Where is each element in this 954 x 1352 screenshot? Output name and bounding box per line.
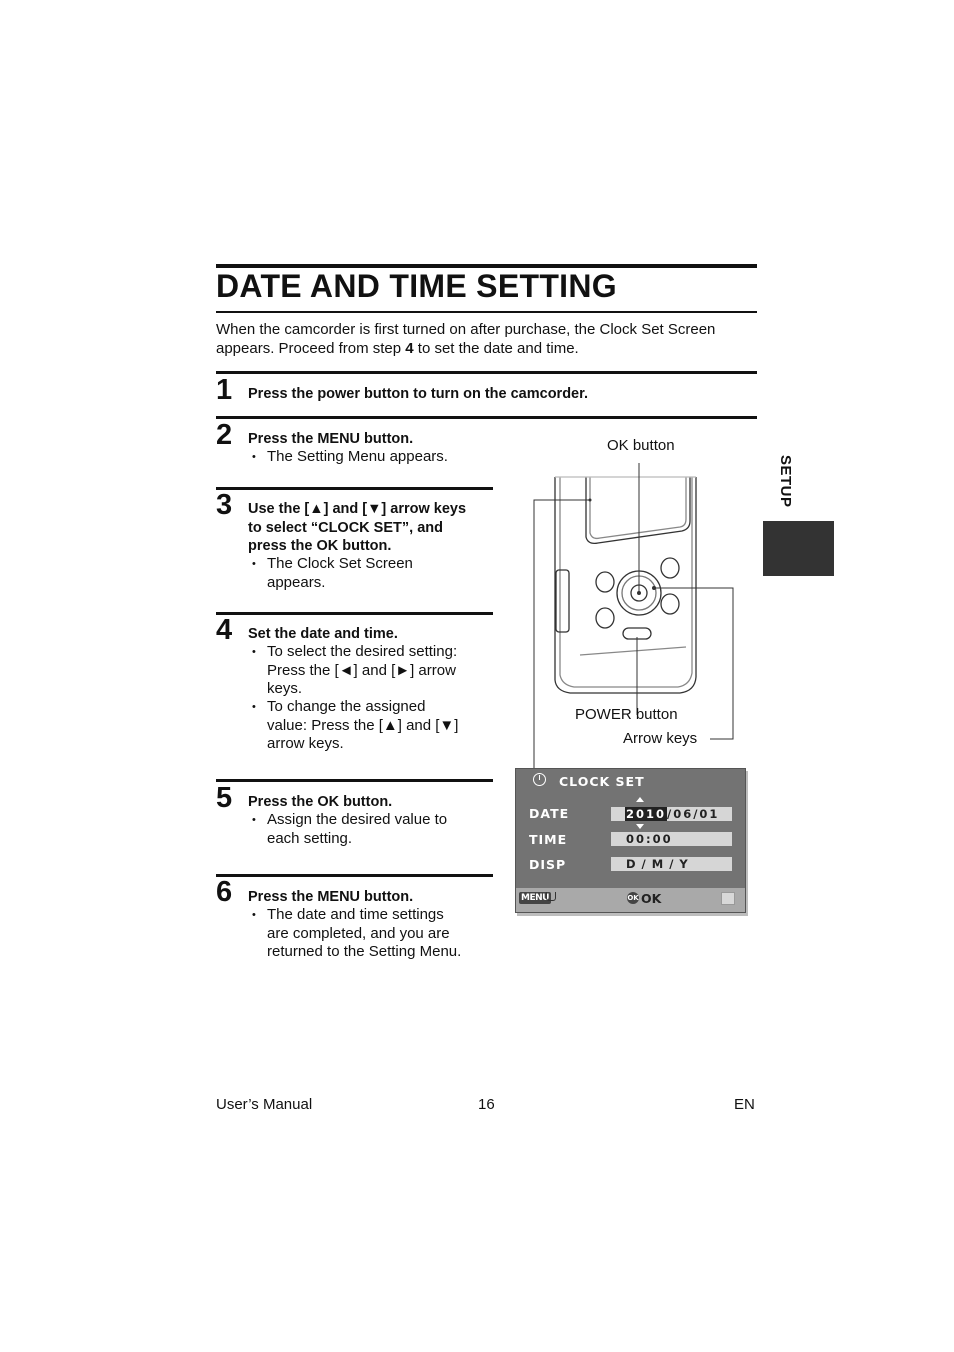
step-4-rule	[216, 612, 493, 615]
step-1-number: 1	[216, 374, 233, 406]
page-number: 16	[478, 1096, 495, 1113]
ok-label: OK	[641, 891, 662, 906]
step-5-title: Press the OK button.	[248, 794, 393, 810]
intro-paragraph: When the camcorder is first turned on after purchase, the Clock Set Screen appears. Proceed from step 4 to set the date and time.	[216, 321, 716, 357]
step-3-rule	[216, 487, 493, 490]
up-arrow-icon	[636, 797, 644, 802]
step-6-bullet	[248, 906, 461, 962]
bullet-line: • The date and time settings	[267, 906, 444, 923]
disp-label: DISP	[529, 857, 567, 872]
screen-bottom-bar	[516, 888, 745, 912]
page-title: DATE AND TIME SETTING	[216, 268, 617, 304]
disp-field[interactable]: D / M / Y	[611, 857, 732, 871]
bullet-line: arrow keys.	[267, 735, 344, 752]
step-3-number: 3	[216, 489, 233, 521]
step-6-rule	[216, 874, 493, 877]
footer-manual-label: User’s Manual	[216, 1096, 313, 1113]
bullet-line: value: Press the [▲] and [▼]	[267, 716, 459, 734]
step-3-title-line: press the OK button.	[248, 538, 392, 554]
time-field[interactable]: 00:00	[611, 832, 732, 846]
bullet-line: appears.	[267, 573, 326, 591]
step-2-rule	[216, 416, 757, 419]
step-5-number: 5	[216, 782, 233, 814]
bullet-line: keys.	[267, 680, 303, 697]
power-button-callout: POWER button	[575, 706, 678, 723]
date-label: DATE	[529, 806, 570, 821]
step-6-title: Press the MENU button.	[248, 889, 414, 905]
step-4-bullet	[248, 698, 458, 754]
bullet-line: Press the [◄] and [►] arrow	[267, 661, 456, 679]
step-1-title: Press the power button to turn on the camcorder.	[248, 386, 588, 402]
ok-button-callout: OK button	[607, 437, 675, 454]
step-5-rule	[216, 779, 493, 782]
time-label: TIME	[529, 832, 568, 847]
footer-language: EN	[734, 1096, 755, 1113]
bullet-line: • The Clock Set Screen	[267, 555, 413, 572]
bullet-line: are completed, and you are	[267, 924, 450, 942]
date-field[interactable]	[611, 807, 732, 821]
step-3-bullet	[248, 555, 413, 592]
menu-icon: MENU	[521, 893, 549, 903]
arrow-keys-callout: Arrow keys	[623, 730, 698, 747]
step-3-title-line: to select “CLOCK SET”, and	[248, 519, 443, 536]
clock-set-header: CLOCK SET	[559, 774, 645, 789]
step-5-bullet	[248, 811, 447, 848]
clock-icon	[533, 773, 546, 786]
clock-set-screen	[515, 768, 746, 913]
bullet-line: • To change the assigned	[267, 698, 426, 715]
step-3-title	[248, 500, 466, 556]
section-tab-marker	[763, 521, 834, 576]
step-3-title-line: Use the [▲] and [▼] arrow keys	[248, 501, 467, 517]
section-tab-label: SETUP	[777, 455, 794, 508]
title-bottom-rule	[216, 311, 757, 313]
step-4-number: 4	[216, 614, 233, 646]
step-2-bullet: • The Setting Menu appears.	[248, 448, 507, 467]
bullet-line: • To select the desired setting:	[267, 643, 458, 660]
return-icon	[546, 892, 556, 901]
bullet-line: each setting.	[267, 829, 353, 847]
bullet-line: • Assign the desired value to	[267, 811, 448, 828]
year-selection[interactable]: 2010	[626, 807, 667, 821]
step-2-title: Press the MENU button.	[248, 431, 414, 447]
ok-icon: OK	[627, 894, 639, 902]
page-corner-icon	[721, 892, 735, 905]
step-1-rule	[216, 371, 757, 374]
step-6-number: 6	[216, 876, 233, 908]
step-4-bullet	[248, 643, 457, 699]
step-4-title: Set the date and time.	[248, 626, 398, 642]
bullet-line: returned to the Setting Menu.	[267, 943, 462, 960]
down-arrow-icon	[636, 824, 644, 829]
date-rest: /06/01	[667, 807, 720, 821]
step-2-number: 2	[216, 419, 233, 451]
